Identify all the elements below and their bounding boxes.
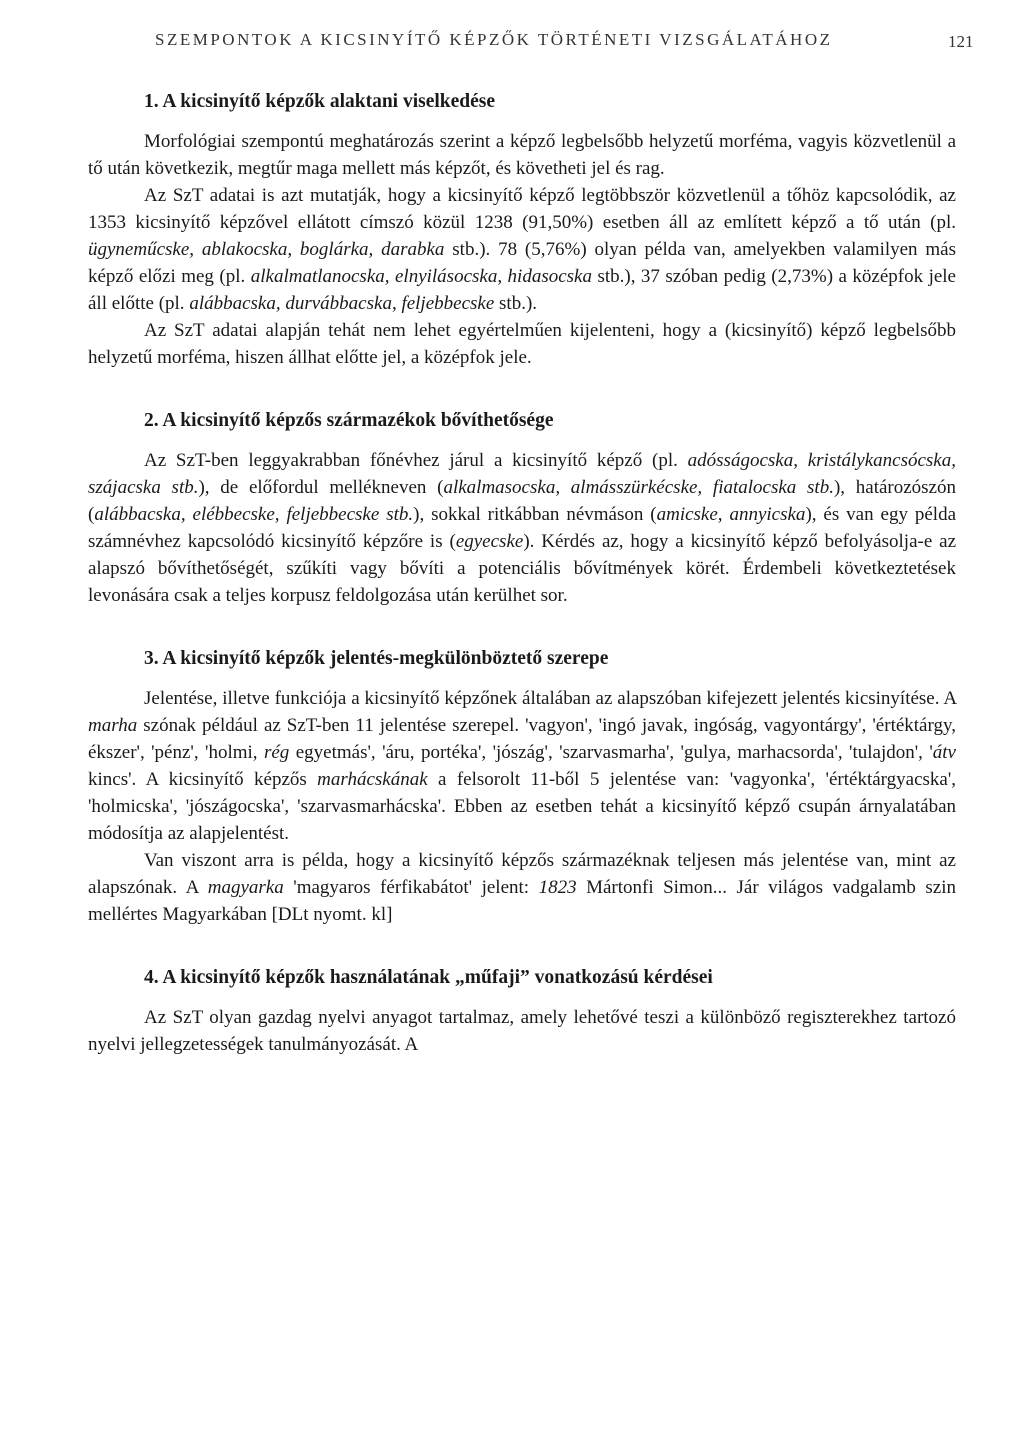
section-2-heading: 2. A kicsinyítő képzős származékok bővíthetősége <box>144 410 554 431</box>
section-1-paragraph-3: Az SzT adatai alapján tehát nem lehet egyértelműen kijelenteni, hogy a (kicsinyítő) képző legbelsőbb helyzetű morféma, hiszen állhat előtte jel, a középfok jele. <box>88 320 956 368</box>
running-head: SZEMPONTOK A KICSINYÍTŐ KÉPZŐK TÖRTÉNETI VIZSGÁLATÁHOZ <box>155 30 833 49</box>
section-2-paragraph: Az SzT-ben leggyakrabban főnévhez járul a kicsinyítő képző (pl. adósságocska, kristálykancsócska, szájacska stb.), de előfordul mellékneven (alkalmasocska, almásszürkécske, fiatalocska stb.), határozószón (alábbacska, elébbecske, feljebbecske stb.), sokkal ritkábban névmáson (amicske, annyicska), és van egy példa számnévhez kapcsolódó kicsinyítő képzőre is (egyecske). Kérdés az, hogy a kicsinyítő képző befolyásolja-e az alapszó bővíthetőségét, szűkíti vagy bővíti a potenciális bővítmények körét. Érdembeli következtetések levonására csak a teljes korpusz feldolgozása után kerülhet sor. <box>88 450 957 606</box>
page-number: 121 <box>948 32 974 51</box>
section-1-paragraph-2: Az SzT adatai is azt mutatják, hogy a kicsinyítő képző legtöbbször közvetlenül a tőhöz kapcsolódik, az 1353 kicsinyítő képzővel ellátott címszó közül 1238 (91,50%) esetben áll az említett képző a tő után (pl. ügyneműcske, ablakocska, boglárka, darabka stb.). 78 (5,76%) olyan példa van, amelyekben valamilyen más képző előzi meg (pl. alkalmatlanocska, elnyilásocska, hidasocska stb.), 37 szóban pedig (2,73%) a középfok jele áll előtte (pl. alábbacska, durvábbacska, feljebbecske stb.). <box>88 185 956 314</box>
example-words: amicske, annyicska <box>656 504 806 525</box>
example-words: alkalmasocska, almásszürkécske, fiatalocska stb. <box>443 477 834 498</box>
example-word: magyarka <box>207 877 284 898</box>
body-text <box>88 88 956 1058</box>
section-1-heading: 1. A kicsinyítő képzők alaktani viselkedése <box>144 91 496 112</box>
section-3-heading: 3. A kicsinyítő képzők jelentés-megkülönböztető szerepe <box>144 648 609 669</box>
section-4-paragraph: Az SzT olyan gazdag nyelvi anyagot tartalmaz, amely lehetővé teszi a különböző regiszterekhez tartozó nyelvi jellegzetességek tanulmányozását. A <box>88 1007 956 1055</box>
example-words: egyecske <box>455 531 524 552</box>
example-words: ügyneműcske, ablakocska, boglárka, darabka <box>88 239 445 260</box>
section-4-heading: 4. A kicsinyítő képzők használatának „műfaji” vonatkozású kérdései <box>144 967 713 988</box>
example-word: marha <box>88 715 138 736</box>
example-words: alkalmatlanocska, elnyilásocska, hidasocska <box>250 266 592 287</box>
example-year: 1823 <box>538 877 577 898</box>
example-word: rég <box>263 742 290 763</box>
example-word: marhácskának <box>317 769 428 790</box>
example-words: alábbacska, durvábbacska, feljebbecske <box>189 293 495 314</box>
section-1-paragraph-1: Morfológiai szempontú meghatározás szerint a képző legbelsőbb helyzetű morféma, vagyis közvetlenül a tő után következik, megtűr maga mellett más képzőt, és követheti jel és rag. <box>88 131 956 179</box>
section-3-paragraph-2: Van viszont arra is példa, hogy a kicsinyítő képzős származéknak teljesen más jelentése van, mint az alapszónak. A magyarka 'magyaros férfikabátot' jelent: 1823 Mártonfi Simon... Jár világos vadgalamb szin mellértes Magyarkában [DLt nyomt. kl] <box>88 850 956 925</box>
example-word: átv <box>932 742 956 763</box>
example-words: alábbacska, elébbecske, feljebbecske stb. <box>94 504 414 525</box>
example-words: adósságocska, kristálykancsócska, szájacska stb. <box>88 450 956 498</box>
section-3-paragraph-1: Jelentése, illetve funkciója a kicsinyítő képzőnek általában az alapszóban kifejezett jelentés kicsinyítése. A marha szónak például az SzT-ben 11 jelentése szerepel. 'vagyon', 'ingó javak, ingóság, vagyontárgy', 'értéktárgy, ékszer', 'pénz', 'holmi, rég egyetmás', 'áru, portéka', 'jószág', 'szarvasmarha', 'gulya, marhacsorda', 'tulajdon', 'átv kincs'. A kicsinyítő képzős marhácskának a felsorolt 11-ből 5 jelentése van: 'vagyonka', 'értéktárgyacska', 'holmicska', 'jószágocska', 'szarvasmarhácska'. Ebben az esetben tehát a kicsinyítő képző csupán árnyalatában módosítja az alapjelentést. <box>88 688 957 844</box>
